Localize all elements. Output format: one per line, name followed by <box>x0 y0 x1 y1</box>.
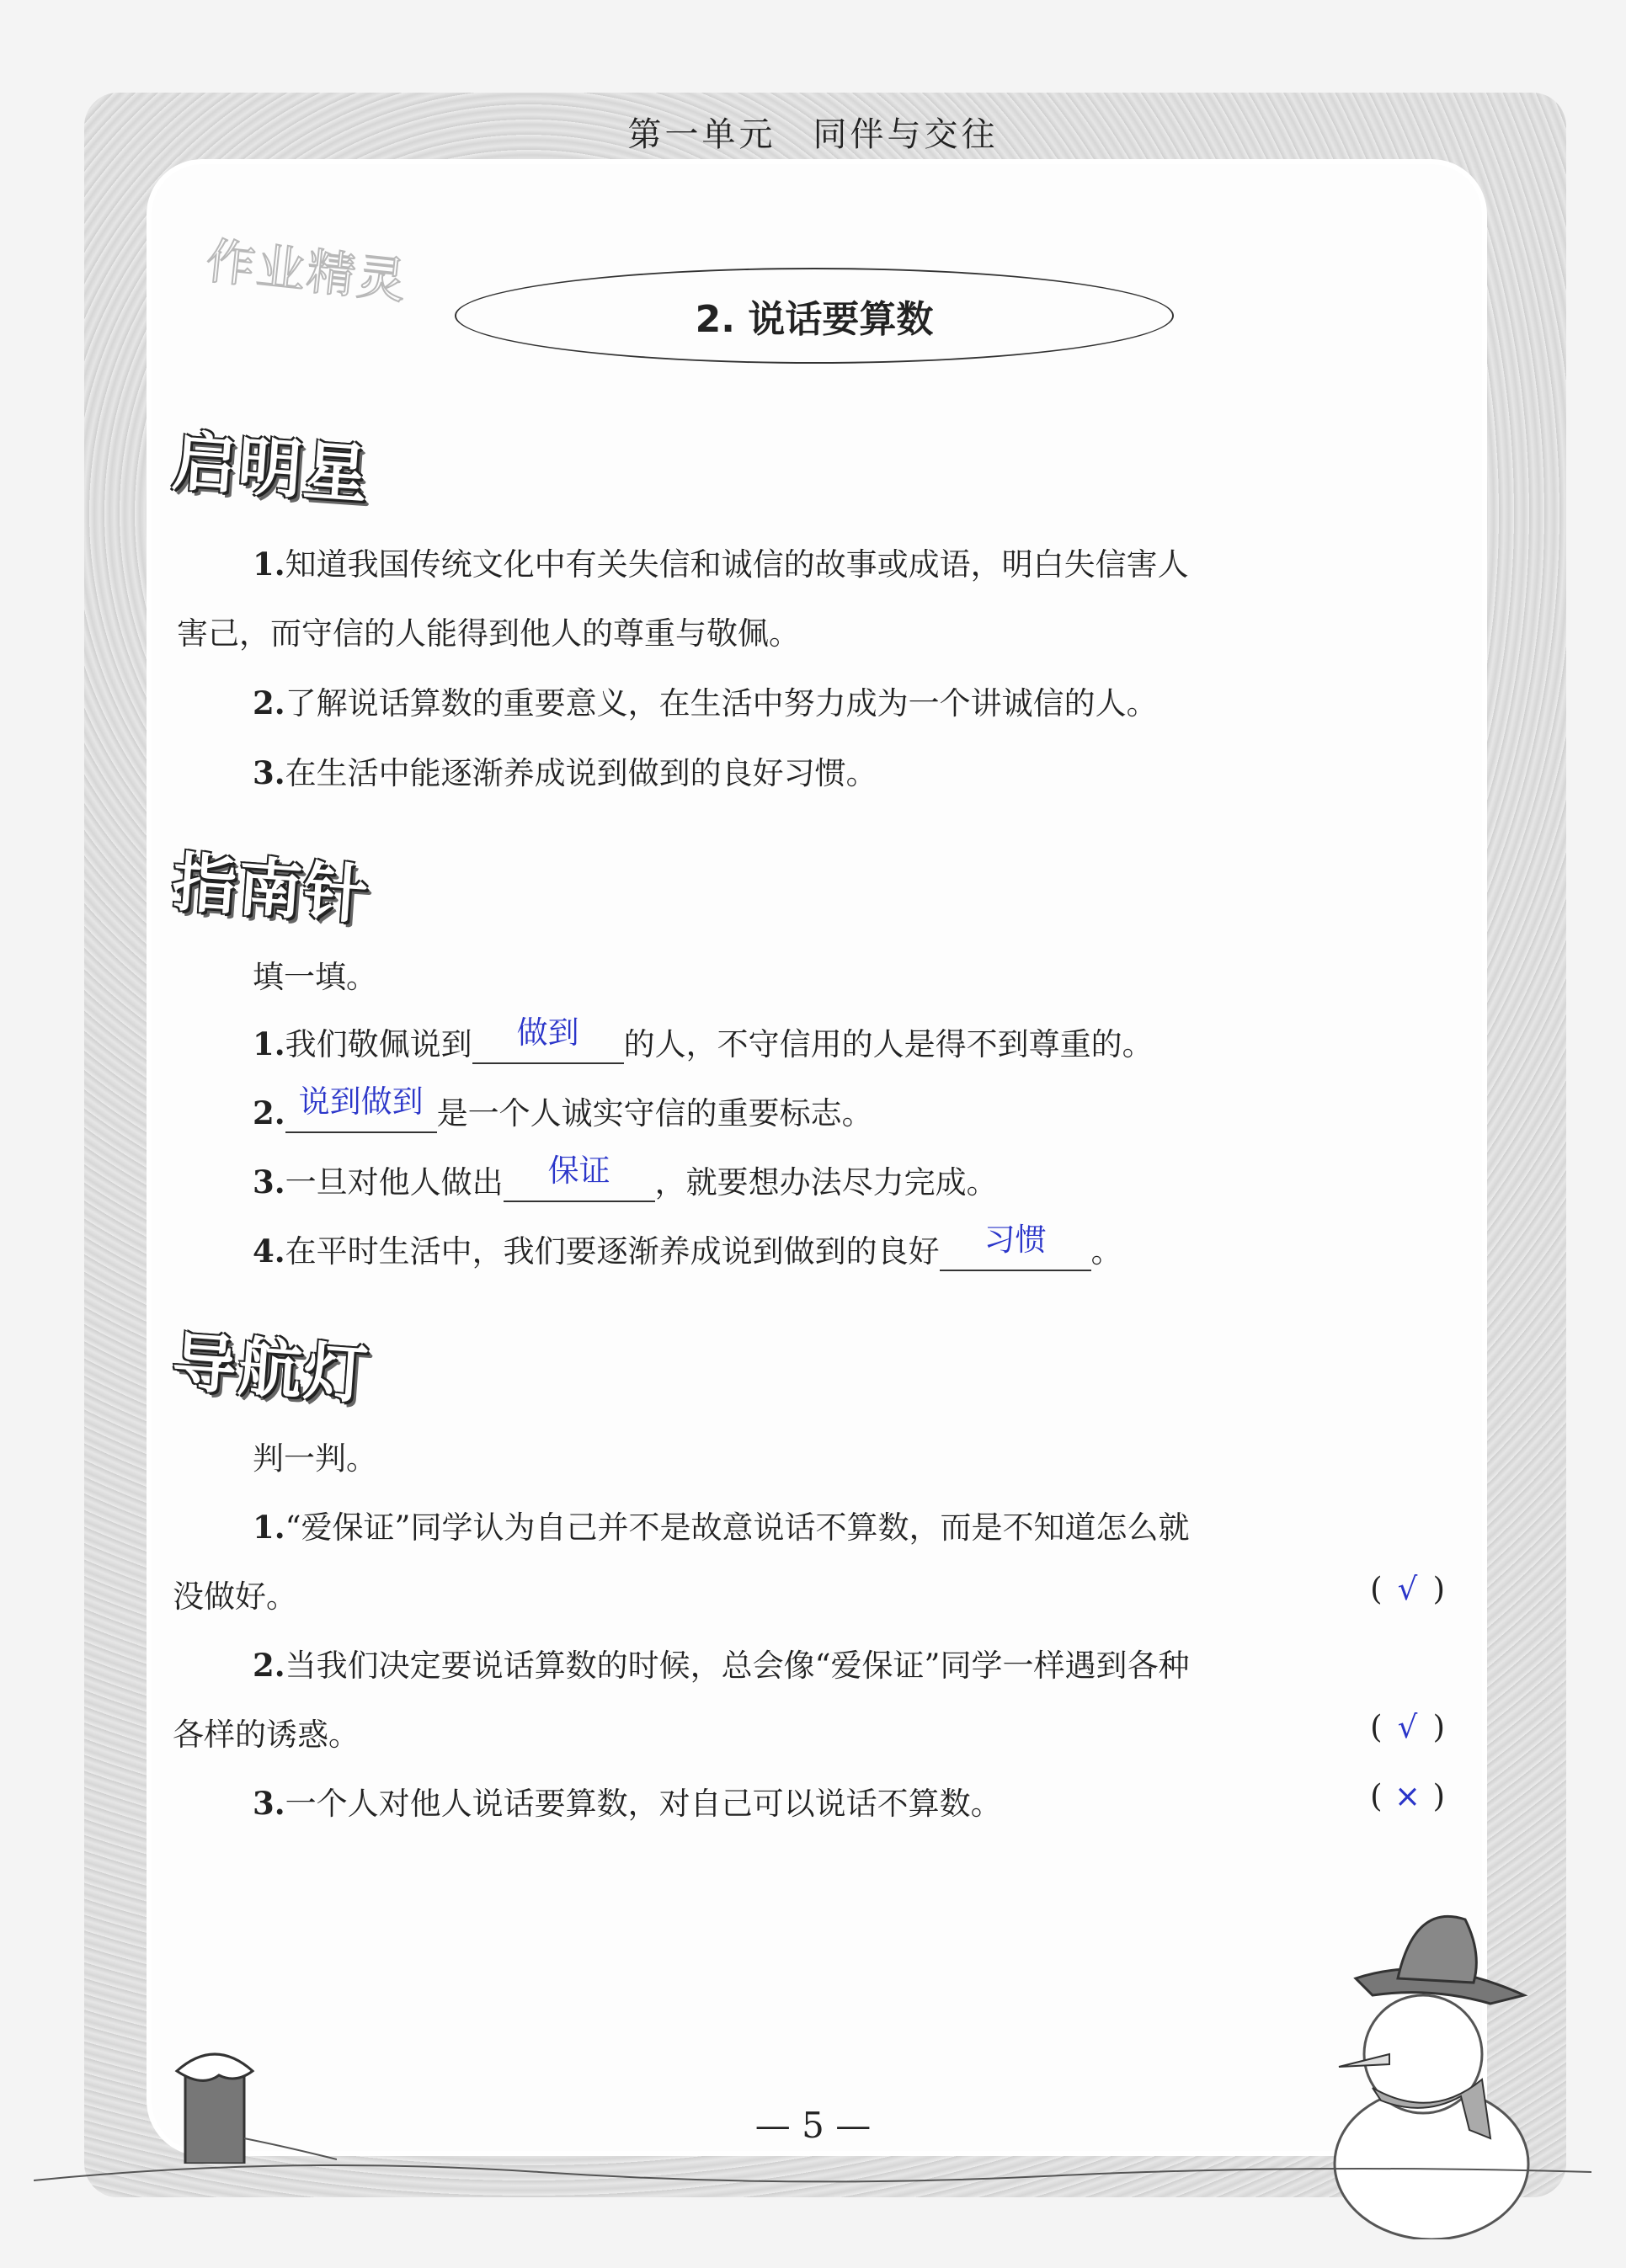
item-before: 一旦对他人做出 <box>285 1164 504 1201</box>
item-number: 1. <box>253 1509 285 1546</box>
item-after: ，就要想办法尽力完成。 <box>654 1164 998 1201</box>
section-heading-qimingxing: 启明星 <box>169 423 372 513</box>
cross-mark: × <box>1394 1778 1421 1814</box>
answer-blank[interactable] <box>504 1153 655 1202</box>
item-number: 3. <box>253 754 285 791</box>
fill-item-2 <box>253 1083 873 1133</box>
section-heading-zhinanzhen: 指南针 <box>169 844 372 934</box>
judge-item-2-continued: 各样的诱惑。 <box>173 1717 360 1753</box>
judge-item-2 <box>253 1640 1189 1685</box>
item-after: 是一个人诚实守信的重要标志。 <box>436 1095 873 1131</box>
judge-item-1-continued: 没做好。 <box>173 1579 297 1615</box>
watermark-logo: 作业精灵 <box>203 232 411 311</box>
item-after: 的人，不守信用的人是得不到尊重的。 <box>623 1026 1154 1062</box>
fill-instruction: 填一填。 <box>253 959 377 995</box>
judge-answer-3[interactable]: ( × ) <box>1370 1778 1445 1814</box>
item-number: 2. <box>253 1094 285 1131</box>
snow-ground-line <box>34 2138 1591 2206</box>
item-number: 1. <box>253 546 285 583</box>
handwritten-answer: 保证 <box>547 1153 610 1189</box>
item-text: “爱保证”同学认为自己并不是故意说话不算数，而是不知道怎么就 <box>285 1509 1190 1546</box>
judge-item-1 <box>253 1502 1189 1547</box>
item-text: 当我们决定要说话算数的时候，总会像“爱保证”同学一样遇到各种 <box>285 1648 1190 1684</box>
item-number: 3. <box>253 1163 285 1201</box>
section-heading-daohangdeng: 导航灯 <box>169 1323 372 1414</box>
page-number: — 5 — <box>754 2105 872 2146</box>
item-text: 知道我国传统文化中有关失信和诚信的故事或成语，明白失信害人 <box>285 546 1189 583</box>
item-number: 1. <box>253 1025 285 1062</box>
answer-blank[interactable] <box>940 1222 1091 1271</box>
item-before: 我们敬佩说到 <box>285 1026 472 1062</box>
fill-item-3 <box>253 1153 998 1202</box>
item-number: 2. <box>253 684 285 721</box>
item-number: 4. <box>253 1232 285 1270</box>
objective-3 <box>253 748 877 793</box>
item-text: 一个人对他人说话要算数，对自己可以说话不算数。 <box>285 1786 1002 1822</box>
check-mark: √ <box>1397 1571 1418 1607</box>
lesson-title-text: 2. 说话要算数 <box>695 298 934 341</box>
objective-2 <box>253 678 1158 723</box>
judge-item-3 <box>253 1778 1002 1823</box>
unit-title: 第一单元 同伴与交往 <box>627 115 999 154</box>
judge-instruction: 判一判。 <box>253 1440 377 1477</box>
handwritten-answer: 说到做到 <box>298 1083 424 1120</box>
item-number: 3. <box>253 1785 285 1822</box>
fill-item-1 <box>253 1014 1154 1064</box>
objective-1-continued: 害己，而守信的人能得到他人的尊重与敬佩。 <box>177 615 800 652</box>
answer-blank[interactable] <box>472 1014 624 1064</box>
item-text: 在生活中能逐渐养成说到做到的良好习惯。 <box>285 755 877 791</box>
item-before: 在平时生活中，我们要逐渐养成说到做到的良好 <box>285 1233 940 1270</box>
fill-item-4 <box>253 1222 1122 1271</box>
handwritten-answer: 习惯 <box>984 1222 1047 1258</box>
lesson-title <box>455 268 1174 364</box>
check-mark: √ <box>1397 1709 1418 1745</box>
judge-answer-1[interactable]: ( √ ) <box>1370 1571 1445 1607</box>
objective-1 <box>253 539 1189 584</box>
item-number: 2. <box>253 1647 285 1684</box>
judge-answer-2[interactable]: ( √ ) <box>1370 1709 1445 1745</box>
item-text: 了解说话算数的重要意义，在生活中努力成为一个讲诚信的人。 <box>285 685 1158 721</box>
answer-blank[interactable] <box>285 1083 437 1133</box>
handwritten-answer: 做到 <box>516 1014 579 1051</box>
item-after: 。 <box>1090 1233 1122 1270</box>
